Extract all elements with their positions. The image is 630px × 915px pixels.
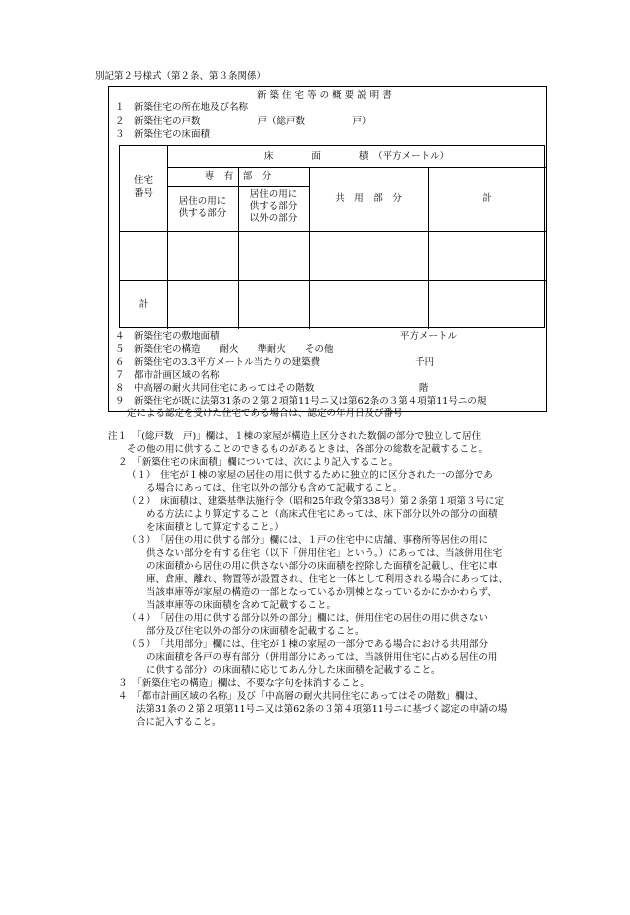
- private-area-header: 専 有 部 分: [204, 171, 272, 182]
- nonresidential-part-header-line1: 居住の用に: [249, 189, 298, 200]
- item-5: ５ 新築住宅の構造 耐火 準耐火 その他: [115, 344, 334, 355]
- note-4-cont1: 法第31条の２第２項第11号ニ又は第62条の３第４項第11号ニに基づく認定の申請の場: [136, 704, 508, 715]
- residential-part-header-line2: 供する部分: [178, 208, 227, 219]
- total-header: 計: [482, 193, 492, 204]
- note-2-3-cont3: 庫、倉庫、離れ、物置等が設置され、住宅と一体として利用される場合にあっては、: [146, 574, 509, 585]
- note-2-1-cont: る場合にあっては、住宅以外の部分も含めて記載すること。: [146, 483, 403, 494]
- nonresidential-part-header-line3: 以外の部分: [249, 213, 298, 224]
- note-2: ２ 「新築住宅の床面積」欄については、次により記入すること。: [118, 457, 399, 468]
- item-9-cont: 定による認定を受けた住宅である場合は、認定の年月日及び番号: [127, 408, 403, 419]
- note-2-3-cont1: 供さない部分を有する住宅（以下「併用住宅」という。）にあっては、当該併用住宅: [146, 548, 503, 559]
- item-1: １ 新築住宅の所在地及び名称: [115, 102, 249, 113]
- common-area-header: 共 用 部 分: [335, 193, 402, 204]
- note-2-4: （４） 「居住の用に供する部分以外の部分」欄には、併用住宅の居住の用に供さない: [127, 613, 489, 624]
- nonresidential-part-header-line2: 供する部分: [249, 201, 298, 212]
- note-4-cont2: 合に記入すること。: [136, 717, 222, 728]
- item-4: ４ 新築住宅の敷地面積 平方メートル: [115, 331, 458, 342]
- note-2-5-cont2: に供する部分）の床面積に応じてあん分した床面積を記載すること。: [146, 665, 441, 676]
- note-2-3: （３） 「居住の用に供する部分」欄には、１戸の住宅中に店舗、事務所等居住の用に: [127, 535, 489, 546]
- note-3: ３ 「新築住宅の構造」欄は、不要な字句を抹消すること。: [118, 678, 370, 689]
- note-2-3-cont5: 当該車庫等の床面積を含めて記載すること。: [146, 600, 337, 611]
- floor-area-header: 床 面 積 （平方メートル）: [263, 151, 450, 162]
- note-4: ４ 「都市計画区域の名称」及び「中高層の耐火共同住宅にあってはその階数」欄は、: [118, 691, 484, 702]
- note-2-1: （１） 住宅が１棟の家屋の居住の用に供するために独立的に区分された一の部分であ: [127, 470, 493, 481]
- note-2-3-cont2: の床面積から居住の用に供さない部分の床面積を控除した面積を記載し、住宅に車: [146, 561, 498, 572]
- note-2-2-cont1: める方法により算定すること（高床式住宅にあっては、床下部分以外の部分の面積: [146, 509, 498, 520]
- residential-part-header-line1: 居住の用に: [178, 196, 227, 207]
- note-2-3-cont4: 当該車庫等が家屋の構造の一部となっているか別棟となっているかにかかわらず、: [146, 587, 497, 598]
- note-2-2-cont2: を床面積として算定すること。）: [146, 522, 284, 533]
- unit-number-header-line2: 番号: [133, 188, 153, 199]
- item-9: ９ 新築住宅が既に法第31条の２第２項第11号ニ又は第62条の３第４項第11号ニの規: [115, 396, 487, 407]
- note-1-cont: その他の用に供することのできるものがあるときは、各部分の総数を記載すること。: [127, 444, 489, 455]
- floor-area-table: [119, 145, 545, 328]
- form-title: 新 築 住 宅 等 の 概 要 説 明 書: [257, 90, 392, 101]
- summary-form: [108, 86, 547, 419]
- item-8: ８ 中高層の耐火共同住宅にあってはその階数 階: [115, 383, 429, 394]
- note-2-5: （５） 「共用部分」欄には、住宅が１棟の家屋の一部分である場合における共用部分: [127, 639, 489, 650]
- item-3: ３ 新築住宅の床面積: [115, 129, 211, 140]
- form-number: 別記第２号様式（第２条、第３条関係）: [95, 71, 267, 82]
- item-6: ６ 新築住宅の3.3平方メートル当たりの建築費 千円: [115, 357, 435, 368]
- item-7: ７ 都市計画区域の名称: [115, 370, 220, 381]
- note-1: 注１ 「(総戸数 戸)」欄は、１棟の家屋が構造上区分された数個の部分で独立して居住: [108, 431, 482, 442]
- note-2-4-cont: 部分及び住宅以外の部分の床面積を記載すること。: [146, 626, 365, 637]
- item-2: ２ 新築住宅の戸数 戸（総戸数 戸）: [115, 116, 372, 127]
- note-2-2: （２） 床面積は、建築基準法施行令（昭和25年政令第338号）第２条第１項第３号に定: [127, 496, 504, 507]
- note-2-5-cont1: の床面積を各戸の専有部分（併用部分にあっては、当該併用住宅に占める居住の用: [146, 652, 498, 663]
- unit-number-header-line1: 住宅: [133, 175, 153, 186]
- total-row-label: 計: [138, 299, 149, 310]
